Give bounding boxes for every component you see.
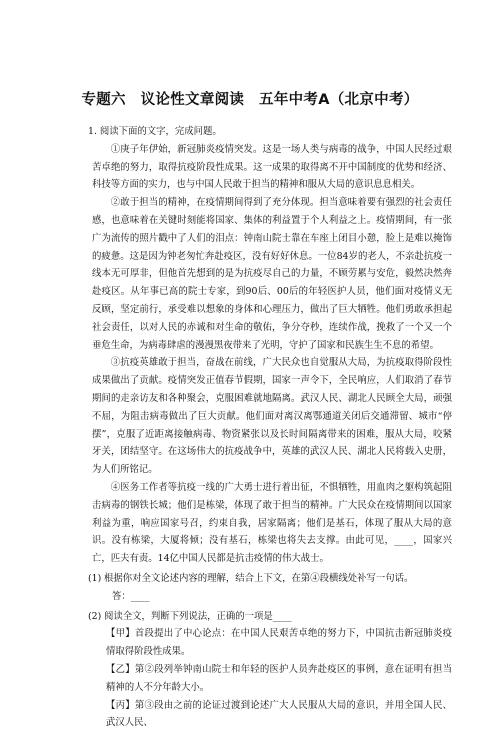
paragraph-4: ④医务工作者等抗疫一线的广大勇士进行着出征，不惧牺牲，用血肉之躯构筑起阻击病毒的钢铁长城；他们是栋梁，体现了敢于担当的精神。广大民众在疫情期间以国家利益为重，响应国家号召，约束自我，居家隔离；他们是基石，体现了服从大局的意识。没有栋梁，大厦将倾；没有基石，栋梁也将失去支撑。由此可见，____，国家兴亡，匹夫有责。14亿中国人民都是抗击疫情的伟大战士。 [92,479,452,568]
paragraph-2: ②敢于担当的精神，在疫情期间得到了充分体现。担当意味着要有强烈的社会责任感，也意味着在关键时刻能将国家、集体的利益置于个人利益之上。疫情期间，有一张广为流传的照片戳中了人们的泪点：钟南山院士靠在车座上闭目小憩，脸上是难以掩饰的疲惫。这是因为钟老匆忙奔赴疫区，没有好好休息。一位84岁的老人，不亲赴抗疫一线本无可厚非，但他首先想到的是为抗疫尽自己的力量，不顾劳累与安危，毅然决然奔赴疫区。从年事已高的院士专家，到90后、00后的年轻医护人员，他们面对疫情义无反顾，坚定前行，承受难以想象的身体和心理压力，做出了巨大牺牲。他们勇敢承担起社会责任，以对人民的赤诚和对生命的敬佑，争分夺秒，连续作战，挽救了一个又一个垂危生命，为病毒肆虐的漫漫黑夜带来了光明，守护了国家和民族生生不息的希望。 [92,194,452,354]
sub-question-2-text: 阅读全文，判断下列说法，正确的一项是____ [104,611,292,622]
sub-question-1-text: 根据你对全文论述内容的理解，结合上下文，在第④段横线处补写一句话。 [104,573,413,584]
sub-question-2 [88,608,452,626]
page-title: 专题六 议论性文章阅读 五年中考A（北京中考） [0,88,500,109]
sub-question-1 [88,570,452,588]
option-yi: 【乙】第②段列举钟南山院士和年轻的医护人员奔赴疫区的事例，意在证明有担当精神的人不分年龄大小。 [106,661,452,697]
paragraph-3: ③抗疫英雄敢于担当，奋战在前线，广大民众也自觉服从大局，为抗疫取得阶段性成果做出了贡献。疫情突发正值春节假期，国家一声令下，全民响应，人们取消了春节期间的走亲访友和各种聚会，克服困难就地隔离。武汉人民、湖北人民顾全大局，顽强不屈，为阻击病毒做出了巨大贡献。他们面对离汉离鄂通道关闭后交通滞留、城市“停摆”，克服了近距离接触病毒、物资紧张以及长时间隔离带来的困难，服从大局，咬紧牙关，团结坚守。在这场伟大的抗疫战争中，英雄的武汉人民、湖北人民将载入史册，为人们所铭记。 [92,354,452,479]
sub-question-1-number: (1) [88,570,104,588]
question-heading: 1. 阅读下面的文字，完成问题。 [88,123,452,141]
option-jia: 【甲】首段提出了中心论点：在中国人民艰苦卓绝的努力下，中国抗击新冠肺炎疫情取得阶段性成果。 [106,625,452,661]
answer-line[interactable]: 答：____ [112,588,452,606]
sub-question-2-number: (2) [88,608,104,626]
question-block [92,123,452,732]
option-bing: 【丙】第③段由之前的论证过渡到论述广大人民服从大局的意识，并用全国人民、武汉人民、 [106,697,452,732]
paragraph-1: ①庚子年伊始，新冠肺炎疫情突发。这是一场人类与病毒的战争，中国人民经过艰苦卓绝的努力，取得抗疫阶段性成果。这一成果的取得离不开中国制度的优势和经济、科技等方面的实力，也与中国人民敢于担当的精神和服从大局的意识息息相关。 [92,141,452,194]
